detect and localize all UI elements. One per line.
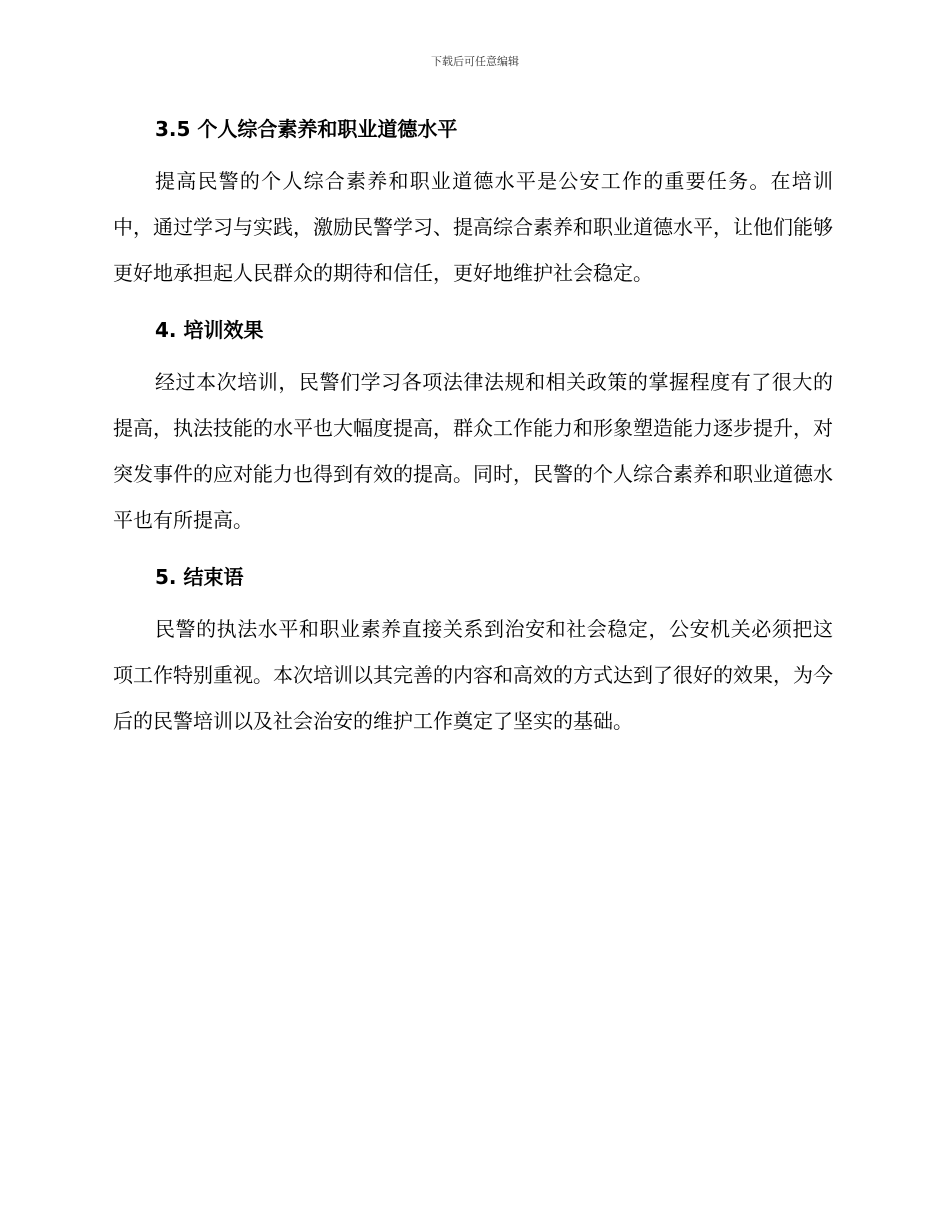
section-heading-3-5: 3.5 个人综合素养和职业道德水平	[155, 117, 458, 141]
section-paragraph-3-5: 提高民警的个人综合素养和职业道德水平是公安工作的重要任务。在培训中，通过学习与实践，激励民警学习、提高综合素养和职业道德水平，让他们能够更好地承担起人民群众的期待和信任，更好地维护社会稳定。	[113, 169, 833, 285]
document-body	[113, 113, 833, 744]
section-heading-training-effect: 4. 培训效果	[155, 318, 264, 342]
section-paragraph-training-effect: 经过本次培训，民警们学习各项法律法规和相关政策的掌握程度有了很大的提高，执法技能的水平也大幅度提高，群众工作能力和形象塑造能力逐步提升，对突发事件的应对能力也得到有效的提高。同时，民警的个人综合素养和职业道德水平也有所提高。	[113, 370, 833, 532]
section-heading-conclusion: 5. 结束语	[155, 565, 244, 589]
section-paragraph-conclusion: 民警的执法水平和职业素养直接关系到治安和社会稳定，公安机关必须把这项工作特别重视。本次培训以其完善的内容和高效的方式达到了很好的效果，为今后的民警培训以及社会治安的维护工作奠定了坚实的基础。	[113, 617, 833, 733]
page-header-note: 下载后可任意编辑	[431, 55, 519, 68]
